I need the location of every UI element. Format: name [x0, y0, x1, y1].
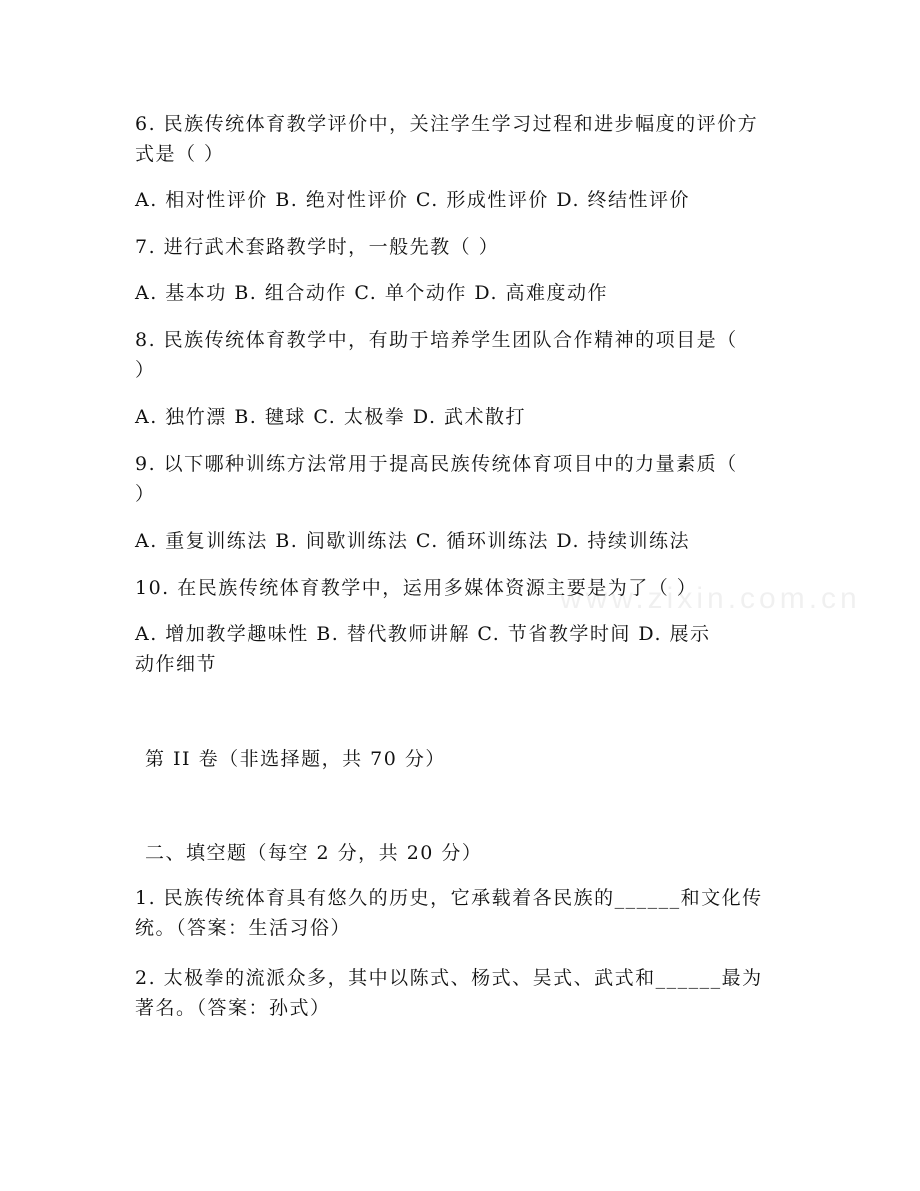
question-8-text-cont: ）	[135, 359, 156, 381]
question-10-options: A. 增加教学趣味性 B. 替代教师讲解 C. 节省教学时间 D. 展示	[135, 623, 711, 645]
question-7-text: 7. 进行武术套路教学时，一般先教（ ）	[135, 236, 500, 258]
question-9-text-cont: ）	[135, 483, 156, 505]
fill-blank-1-text: 1. 民族传统体育具有悠久的历史，它承载着各民族的______和文化传	[135, 887, 763, 909]
question-10-options-cont: 动作细节	[135, 653, 218, 675]
question-7-options: A. 基本功 B. 组合动作 C. 单个动作 D. 高难度动作	[135, 282, 609, 304]
question-6-options: A. 相对性评价 B. 绝对性评价 C. 形成性评价 D. 终结性评价	[135, 189, 691, 211]
question-9-text: 9. 以下哪种训练方法常用于提高民族传统体育项目中的力量素质（	[135, 453, 738, 475]
question-6-text-cont: 式是（ ）	[135, 143, 225, 165]
watermark: www.zixin.com.cn	[560, 582, 861, 615]
part-2-heading: 第 II 卷（非选择题，共 70 分）	[145, 748, 446, 770]
question-10-text: 10. 在民族传统体育教学中，运用多媒体资源主要是为了（ ）	[135, 577, 698, 599]
fill-blank-1-text-cont: 统。（答案：生活习俗）	[135, 917, 352, 939]
question-9-options: A. 重复训练法 B. 间歇训练法 C. 循环训练法 D. 持续训练法	[135, 530, 691, 552]
fill-blank-2-text: 2. 太极拳的流派众多，其中以陈式、杨式、吴式、武式和______最为	[135, 967, 763, 989]
question-8-options: A. 独竹漂 B. 毽球 C. 太极拳 D. 武术散打	[135, 406, 527, 428]
section-2-heading: 二、填空题（每空 2 分，共 20 分）	[145, 842, 483, 864]
fill-blank-2-text-cont: 著名。（答案：孙式）	[135, 997, 331, 1019]
question-6-text: 6. 民族传统体育教学评价中，关注学生学习过程和进步幅度的评价方	[135, 113, 759, 135]
question-8-text: 8. 民族传统体育教学中，有助于培养学生团队合作精神的项目是（	[135, 329, 738, 351]
